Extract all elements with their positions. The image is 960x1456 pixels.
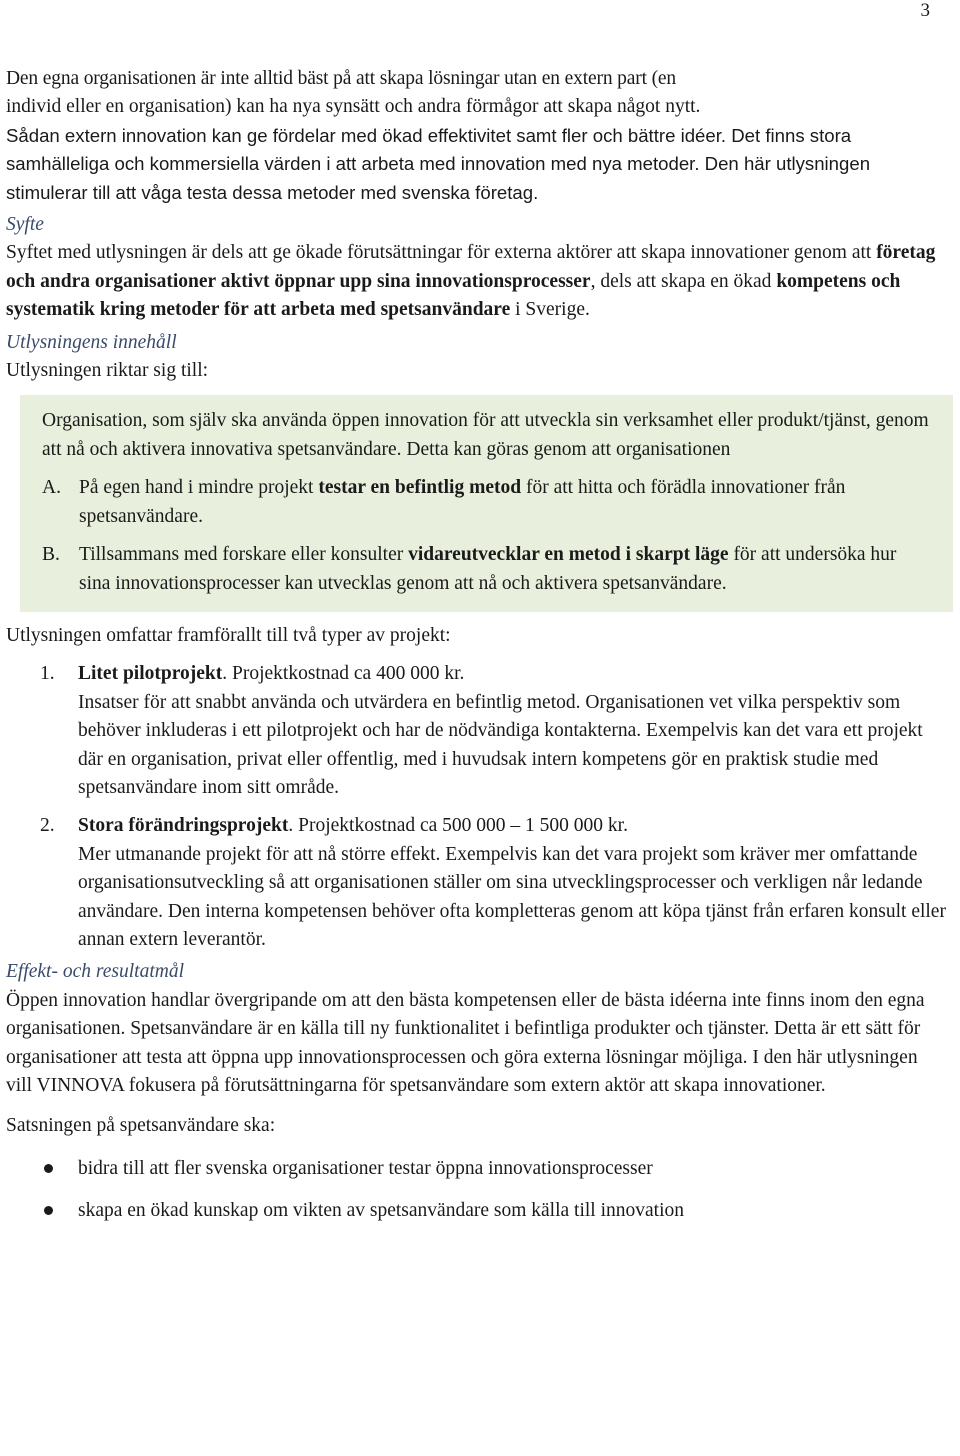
bullet-icon	[6, 1197, 78, 1225]
heading-utlysningens-innehall: Utlysningens innehåll	[6, 331, 177, 353]
list-item-b: B. Tillsammans med forskare eller konsulter vidareutvecklar en metod i skarpt läge för att undersöka hur sina innovationsprocesser kan utvecklas genom att nå och aktivera spetsanvändare.	[42, 544, 897, 594]
omfattar-text: Utlysningen omfattar framförallt till två typer av projekt:	[6, 624, 451, 646]
riktar-text: Utlysningen riktar sig till:	[6, 360, 209, 382]
list-item-a: A. På egen hand i mindre projekt testar en befintlig metod för att hitta och förädla innovationer från spetsanvändare.	[42, 477, 846, 527]
syfte-paragraph: Syftet med utlysningen är dels att ge ökade förutsättningar för externa aktörer att skapa innovationer genom att företag och andra organisationer aktivt öppnar upp sina innovationsprocesser, dels att skapa en ökad kompetens och systematik kring metoder för att arbeta med spetsanvändare i Sverige.	[6, 242, 936, 321]
bullet-list	[6, 1155, 946, 1226]
list-item: bidra till att fler svenska organisationer testar öppna innovationsprocesser	[6, 1155, 946, 1183]
page-number: 3	[920, 0, 930, 21]
heading-syfte: Syfte	[6, 214, 44, 236]
intro-line-1: Den egna organisationen är inte alltid bäst på att skapa lösningar utan en extern part (en	[6, 68, 677, 89]
box-intro: Organisation, som själv ska använda öppen innovation för att utveckla sin verksamhet eller produkt/tjänst, genom att nå och aktivera innovativa spetsanvändare. Detta kan göras genom att organisationen	[42, 410, 929, 460]
intro-line-2: individ eller en organisation) kan ha nya synsätt och andra förmågor att skapa något nytt.	[6, 96, 701, 118]
satsning-text: Satsningen på spetsanvändare ska:	[6, 1115, 276, 1137]
effekt-paragraph: Öppen innovation handlar övergripande om att den bästa kompetensen eller de bästa idéerna inte finns inom den egna organisationen. Spetsanvändare är en källa till ny funktionalitet i befintliga produkter och tjänster. Detta är ett sätt för organisationer att testa att öppna upp innovationsprocessen och göra externa lösningar möjliga. I den här utlysningen vill VINNOVA fokusera på förutsättningarna för spetsanvändare som extern aktör att skapa innovationer.	[6, 989, 925, 1096]
bullet-icon	[6, 1155, 78, 1183]
list-item: skapa en ökad kunskap om vikten av spetsanvändare som källa till innovation	[6, 1197, 946, 1225]
intro-paragraph: Sådan extern innovation kan ge fördelar med ökad effektivitet samt fler och bättre idéer. Det finns stora samhälleliga och kommersiella värden i att arbeta med innovation med nya metoder. Den här utlysningen stimulerar till att våga testa dessa metoder med svenska företag.	[6, 124, 871, 203]
page-content	[6, 65, 946, 1240]
highlight-box	[20, 395, 953, 611]
project-item-2: 2. Stora förändringsprojekt. Projektkostnad ca 500 000 – 1 500 000 kr. Mer utmanande projekt för att nå större effekt. Exempelvis kan det vara projekt som kräver mer omfattande organisationsutveckling så att organisationen ställer om sina utvecklingsprocesser och verkligen når ledande användare. Den interna kompetensen behöver ofta kompletteras genom att köpa tjänst från erfaren konsult eller annan extern leverantör.	[40, 815, 946, 950]
heading-effekt-och-resultatmal: Effekt- och resultatmål	[6, 961, 184, 983]
project-item-1: 1. Litet pilotprojekt. Projektkostnad ca 400 000 kr. Insatser för att snabbt använda och utvärdera en befintlig metod. Organisationen vet vilka perspektiv som behöver inkluderas i ett pilotprojekt och har de nödvändiga kontakterna. Exempelvis kan det vara ett projekt där en organisation, privat eller offentlig, med i huvudsak intern kompetens gör en praktisk studie med spetsanvändare inom sitt område.	[40, 663, 923, 798]
